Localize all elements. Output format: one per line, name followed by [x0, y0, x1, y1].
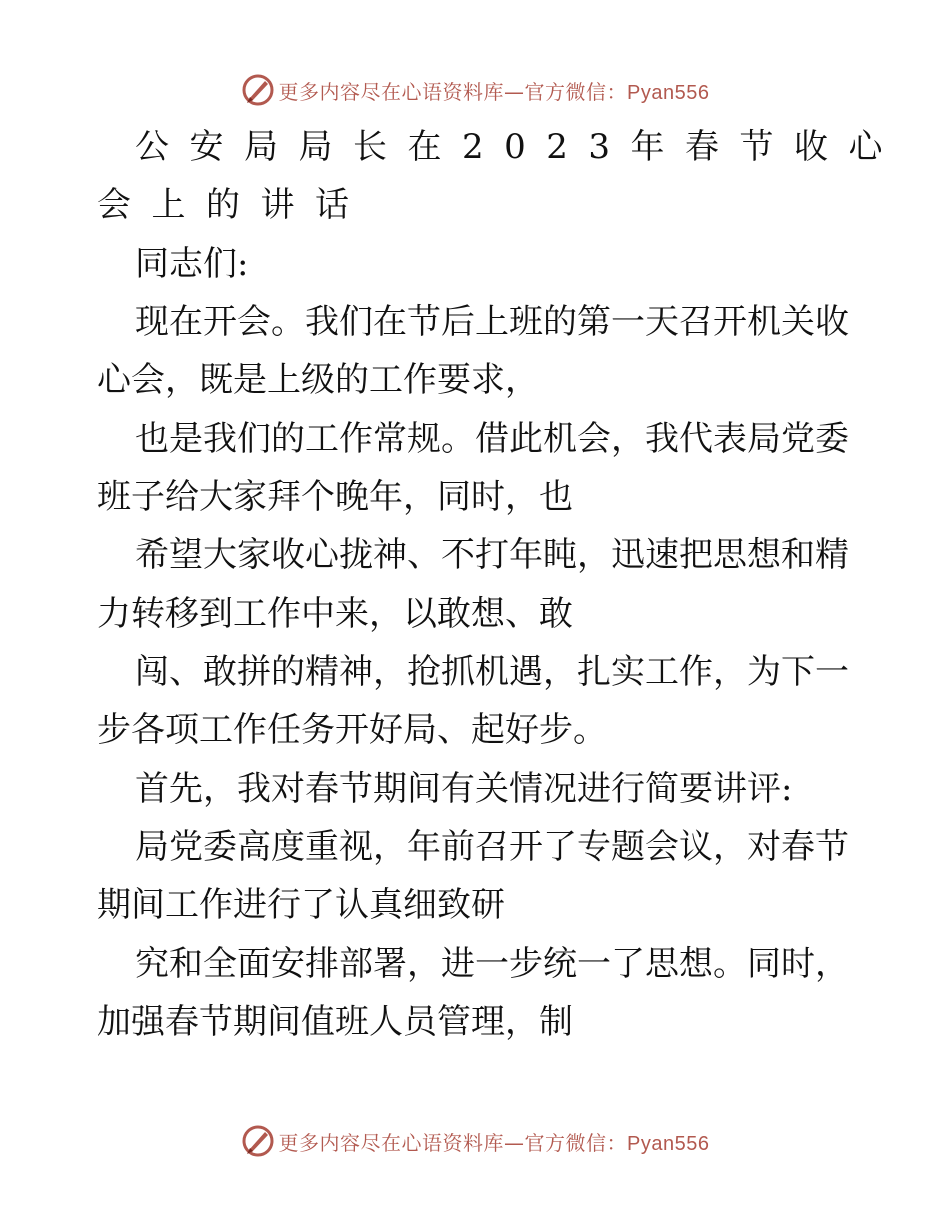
paragraph-line: 局党委高度重视，年前召开了专题会议，对春节: [135, 827, 849, 867]
pen-logo-icon: [241, 73, 275, 107]
paragraph-line: 班子给大家拜个晚年，同时，也: [97, 477, 573, 517]
watermark-text: 更多内容尽在心语资料库—官方微信：Pyan556: [278, 79, 710, 104]
paragraph-line: 期间工作进行了认真细致研: [97, 885, 505, 925]
watermark-text: 更多内容尽在心语资料库—官方微信：Pyan556: [278, 1130, 710, 1155]
footer-watermark: [0, 1121, 950, 1161]
paragraph-line: 究和全面安排部署，进一步统一了思想。同时，: [135, 944, 849, 984]
paragraph-line: 现在开会。我们在节后上班的第一天召开机关收: [135, 302, 849, 342]
paragraph-line: 力转移到工作中来，以敢想、敢: [97, 594, 573, 634]
paragraph-line: 希望大家收心拢神、不打年盹，迅速把思想和精: [135, 535, 849, 575]
document-title-line-2: 会上的讲话: [97, 185, 370, 225]
paragraph-line: 加强春节期间值班人员管理，制: [97, 1002, 573, 1042]
paragraph-line: 闯、敢拼的精神，抢抓机遇，扎实工作，为下一: [135, 652, 849, 692]
header-watermark: [0, 70, 950, 110]
paragraph-line: 也是我们的工作常规。借此机会，我代表局党委: [135, 419, 849, 459]
paragraph-line: 首先，我对春节期间有关情况进行简要讲评:: [135, 769, 793, 809]
paragraph-line: 心会，既是上级的工作要求，: [97, 360, 539, 400]
pen-logo-icon: [241, 1124, 275, 1158]
greeting: 同志们:: [135, 244, 249, 284]
document-title-line-1: 公安局局长在2023年春节收心: [135, 127, 904, 167]
paragraph-line: 步各项工作任务开好局、起好步。: [97, 710, 607, 750]
